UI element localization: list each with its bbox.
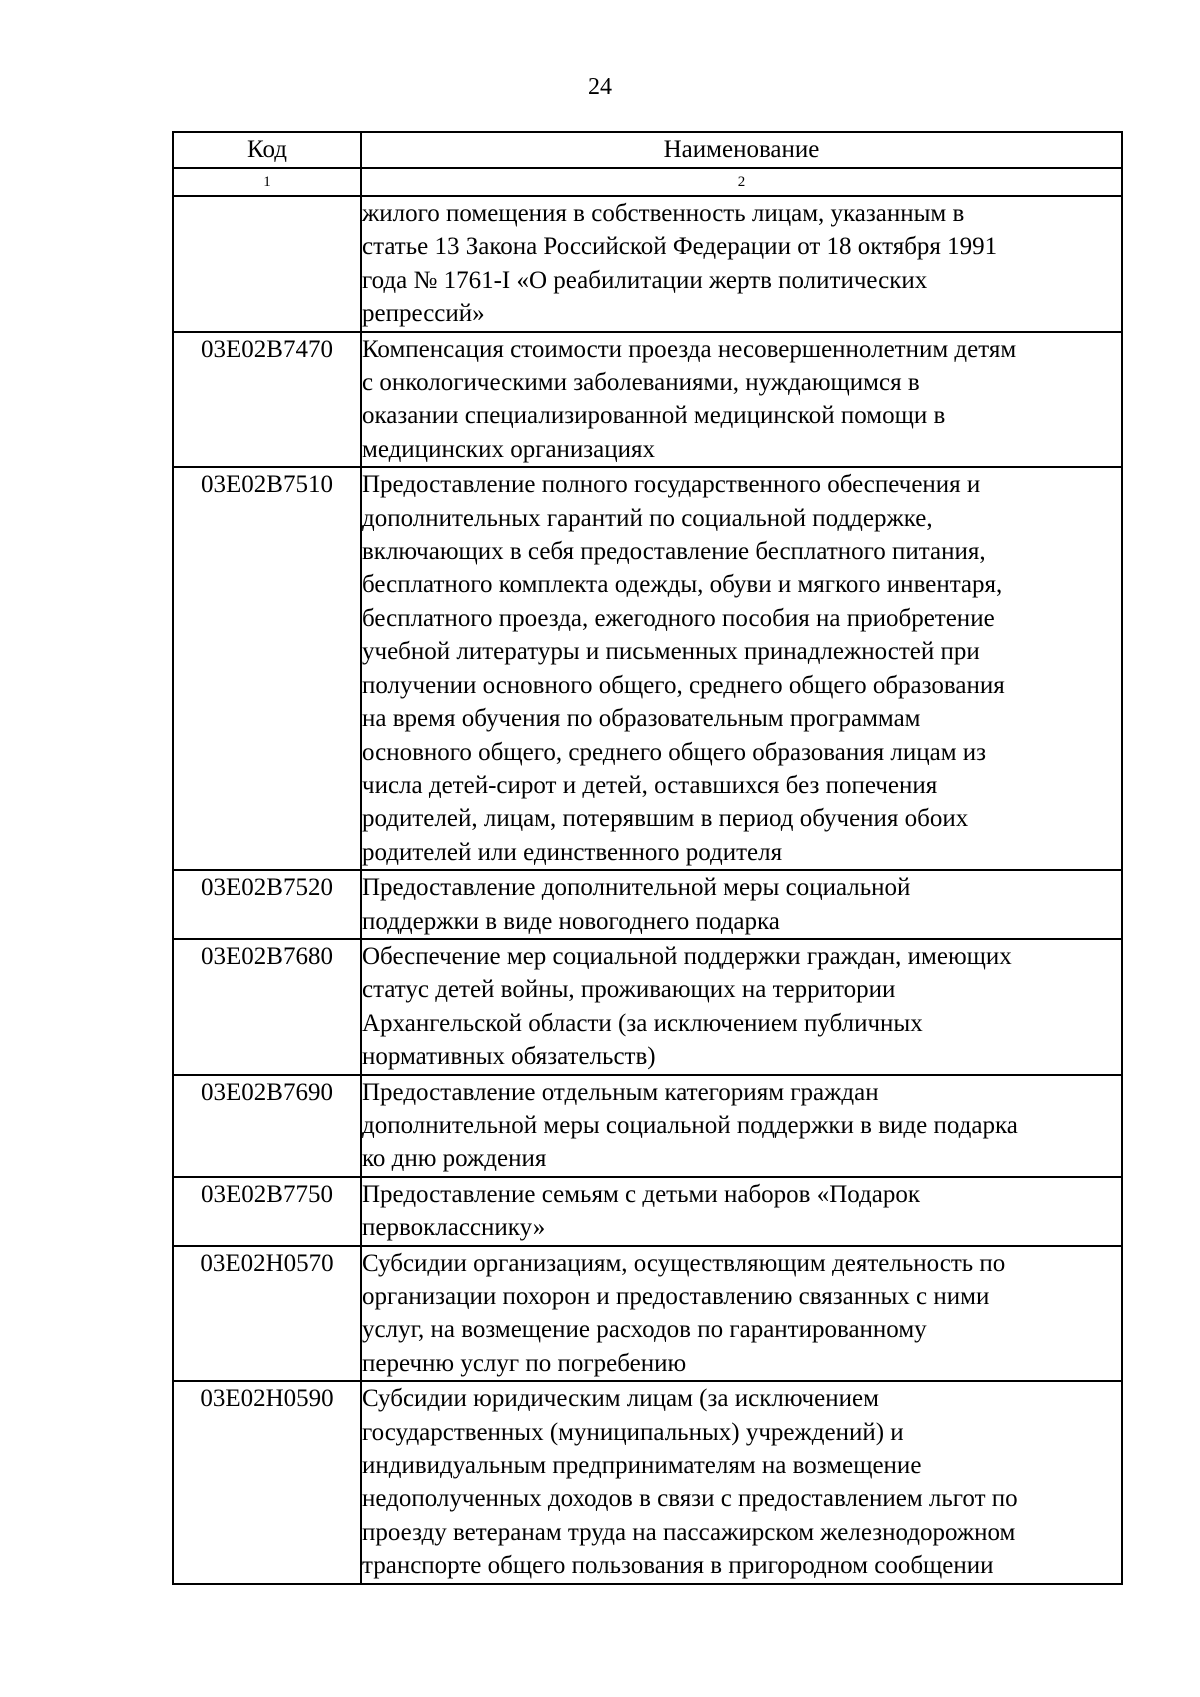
row-name-line: ко дню рождения: [362, 1145, 547, 1173]
row-name-line: числа детей-сирот и детей, оставшихся без попечения: [362, 771, 938, 799]
row-code: 03Е02В7470: [173, 332, 361, 468]
row-name-line: учебной литературы и письменных принадлежностей при: [362, 638, 980, 666]
row-name: [361, 939, 1122, 1075]
table-row: [173, 939, 1122, 1075]
row-name-line: Предоставление дополнительной меры социальной: [362, 874, 911, 902]
budget-codes-table: [172, 131, 1123, 1585]
row-name-line: Компенсация стоимости проезда несовершеннолетним детям: [362, 335, 1017, 363]
table-row: [173, 467, 1122, 870]
row-name-line: Архангельской области (за исключением публичных: [362, 1009, 923, 1037]
page-number: 24: [588, 74, 612, 100]
table-row: [173, 870, 1122, 939]
row-code: 03Е02В7750: [173, 1177, 361, 1246]
row-name-line: родителей, лицам, потерявшим в период обучения обоих: [362, 805, 969, 833]
row-name-line: на время обучения по образовательным программам: [362, 705, 921, 733]
row-code: 03Е02В7690: [173, 1075, 361, 1177]
row-name-line: жилого помещения в собственность лицам, указанным в: [362, 200, 965, 227]
column-number-1: 1: [173, 168, 361, 196]
row-name-line: репрессий»: [362, 300, 485, 328]
row-code: 03Е02Н0570: [173, 1246, 361, 1382]
row-name-line: индивидуальным предпринимателям на возмещение: [362, 1452, 922, 1480]
row-code: 03Е02В7510: [173, 467, 361, 870]
row-name-line: года № 1761-I «О реабилитации жертв политических: [362, 266, 928, 294]
row-name-line: проезду ветеранам труда на пассажирском железнодорожном: [362, 1518, 1016, 1546]
row-name-line: Предоставление семьям с детьми наборов «Подарок: [362, 1180, 921, 1208]
row-name-line: государственных (муниципальных) учреждений) и: [362, 1418, 904, 1446]
table-row: [173, 196, 1122, 332]
row-name-line: Субсидии юридическим лицам (за исключением: [362, 1385, 879, 1413]
row-name-line: включающих в себя предоставление бесплатного питания,: [362, 538, 986, 566]
row-name-line: организации похорон и предоставлению связанных с ними: [362, 1283, 990, 1310]
row-name-line: основного общего, среднего общего образования лицам из: [362, 738, 987, 766]
row-code: [173, 196, 361, 332]
row-name-line: нормативных обязательств): [362, 1043, 656, 1071]
row-name-line: статус детей войны, проживающих на территории: [362, 976, 896, 1004]
row-name: [361, 1075, 1122, 1177]
row-name: [361, 870, 1122, 939]
table-row: [173, 1075, 1122, 1177]
row-code: 03Е02В7680: [173, 939, 361, 1075]
row-name-line: Субсидии организациям, осуществляющим деятельность по: [362, 1249, 1006, 1277]
row-name-line: с онкологическими заболеваниями, нуждающимся в: [362, 369, 920, 397]
table-row: [173, 1246, 1122, 1382]
table-header-row: [173, 132, 1122, 168]
row-name-line: бесплатного комплекта одежды, обуви и мягкого инвентаря,: [362, 571, 1003, 599]
header-code: Код: [173, 132, 361, 168]
table-body: [173, 196, 1122, 1584]
table-row: [173, 332, 1122, 468]
row-name-line: получении основного общего, среднего общего образования: [362, 671, 1005, 699]
row-name-line: транспорте общего пользования в пригородном сообщении: [362, 1552, 994, 1580]
header-name: Наименование: [361, 132, 1122, 168]
row-name-line: дополнительных гарантий по социальной поддержке,: [362, 504, 933, 532]
column-number-row: [173, 168, 1122, 196]
table-row: [173, 1381, 1122, 1583]
row-name-line: статье 13 Закона Российской Федерации от 18 октября 1991: [362, 233, 998, 261]
row-name-line: дополнительной меры социальной поддержки в виде подарка: [362, 1111, 1018, 1139]
row-name: [361, 1177, 1122, 1246]
row-name-line: недополученных доходов в связи с предоставлением льгот по: [362, 1485, 1018, 1513]
row-code: 03Е02В7520: [173, 870, 361, 939]
table-row: [173, 1177, 1122, 1246]
row-name-line: первокласснику»: [362, 1214, 546, 1242]
row-name-line: Предоставление отдельным категориям граждан: [362, 1078, 879, 1106]
row-name: [361, 1246, 1122, 1382]
row-name-line: услуг, на возмещение расходов по гарантированному: [362, 1316, 927, 1344]
row-name: [361, 196, 1122, 332]
row-name-line: поддержки в виде новогоднего подарка: [362, 907, 780, 935]
column-number-2: 2: [361, 168, 1122, 196]
row-name: [361, 1381, 1122, 1583]
row-name-line: Обеспечение мер социальной поддержки граждан, имеющих: [362, 942, 1012, 970]
row-name-line: родителей или единственного родителя: [362, 838, 783, 866]
row-name-line: Предоставление полного государственного обеспечения и: [362, 471, 981, 499]
row-code: 03Е02Н0590: [173, 1381, 361, 1583]
row-name-line: перечню услуг по погребению: [362, 1349, 687, 1377]
row-name-line: оказании специализированной медицинской помощи в: [362, 402, 946, 430]
row-name-line: бесплатного проезда, ежегодного пособия на приобретение: [362, 604, 995, 632]
row-name: [361, 332, 1122, 468]
row-name-line: медицинских организациях: [362, 435, 656, 463]
row-name: [361, 467, 1122, 870]
